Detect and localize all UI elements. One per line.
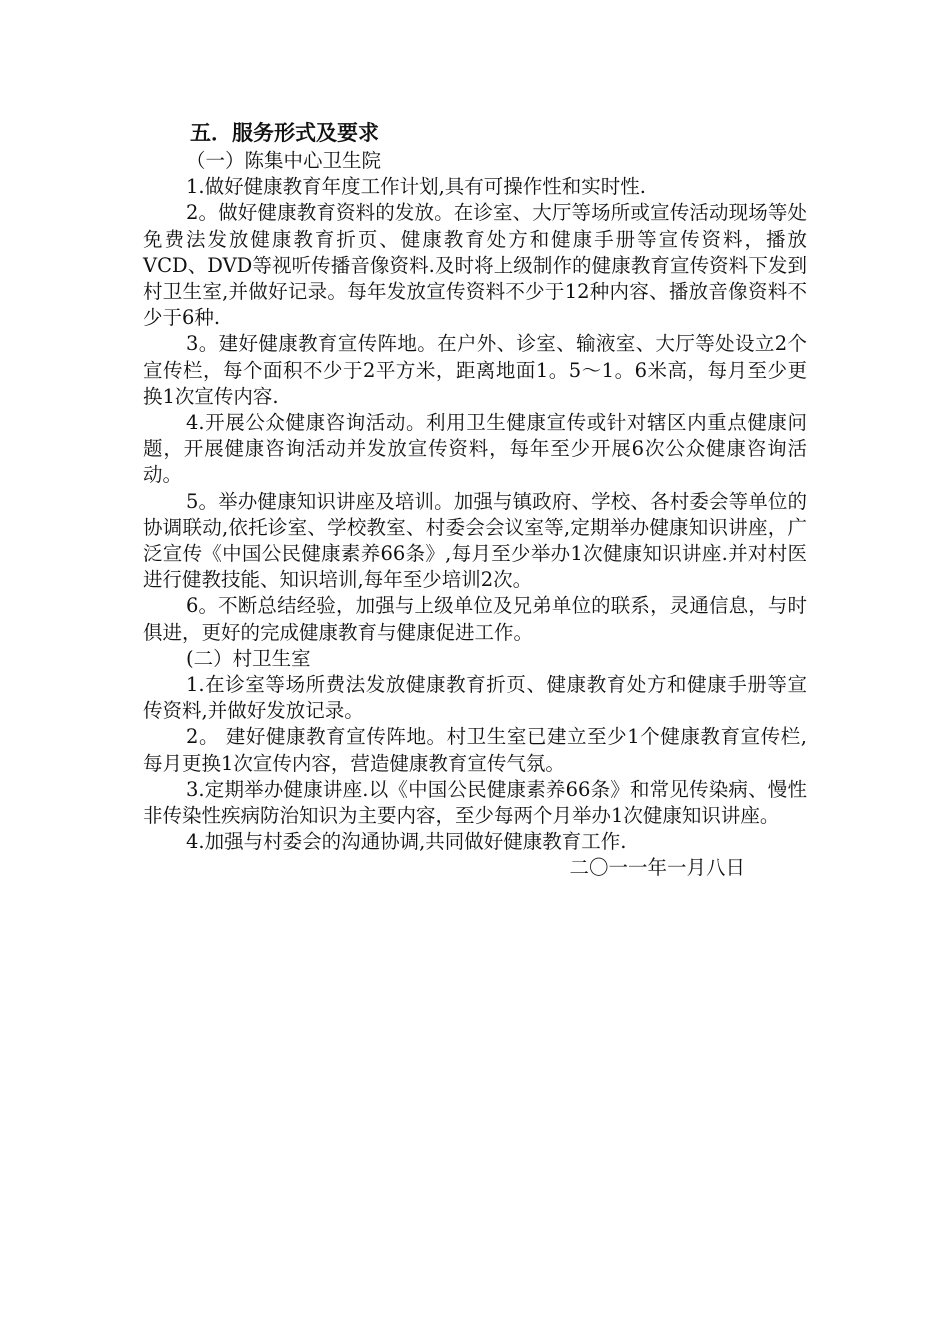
paragraph: 5。举办健康知识讲座及培训。加强与镇政府、学校、各村委会等单位的协调联动,依托诊室、学校教室、村委会会议室等,定期举办健康知识讲座，广泛宣传《中国公民健康素养66条》,每月至少举办1次健康知识讲座.并对村医进行健教技能、知识培训,每年至少培训2次。 (143, 489, 807, 592)
paragraph: 3。建好健康教育宣传阵地。在户外、诊室、输液室、大厅等处设立2个宣传栏，每个面积不少于2平方米，距离地面1。5～1。6米高，每月至少更换1次宣传内容. (143, 332, 807, 408)
subsection-title-health-center: （一）陈集中心卫生院 (186, 149, 382, 172)
section-heading: 五．服务形式及要求 (190, 120, 379, 145)
paragraph: 4.开展公众健康咨询活动。利用卫生健康宣传或针对辖区内重点健康问题，开展健康咨询活动并发放宣传资料，每年至少开展6次公众健康咨询活动。 (143, 411, 807, 487)
paragraph: 2。做好健康教育资料的发放。在诊室、大厅等场所或宣传活动现场等处免费法发放健康教育折页、健康教育处方和健康手册等宣传资料，播放VCD、DVD等视听传播音像资料.及时将上级制作的健康教育宣传资料下发到村卫生室,并做好记录。每年发放宣传资料不少于12种内容、播放音像资料不少于6种. (143, 201, 807, 330)
paragraph: 3.定期举办健康讲座.以《中国公民健康素养66条》和常见传染病、慢性非传染性疾病防治知识为主要内容，至少每两个月举办1次健康知识讲座。 (143, 777, 807, 828)
paragraph: 6。不断总结经验，加强与上级单位及兄弟单位的联系，灵通信息，与时俱进，更好的完成健康教育与健康促进工作。 (143, 594, 807, 644)
subsection-title-village-clinic: (二）村卫生室 (186, 646, 311, 670)
document-body (143, 118, 807, 882)
paragraph: 1.做好健康教育年度工作计划,具有可操作性和实时性. (186, 175, 647, 199)
paragraph: 1.在诊室等场所费法发放健康教育折页、健康教育处方和健康手册等宣传资料,并做好发放记录。 (143, 673, 807, 723)
document-date: 二〇一一年一月八日 (569, 856, 745, 880)
paragraph: 4.加强与村委会的沟通协调,共同做好健康教育工作. (186, 830, 627, 854)
paragraph: 2。 建好健康教育宣传阵地。村卫生室已建立至少1个健康教育宣传栏,每月更换1次宣传内容，营造健康教育宣传气氛。 (143, 725, 807, 775)
